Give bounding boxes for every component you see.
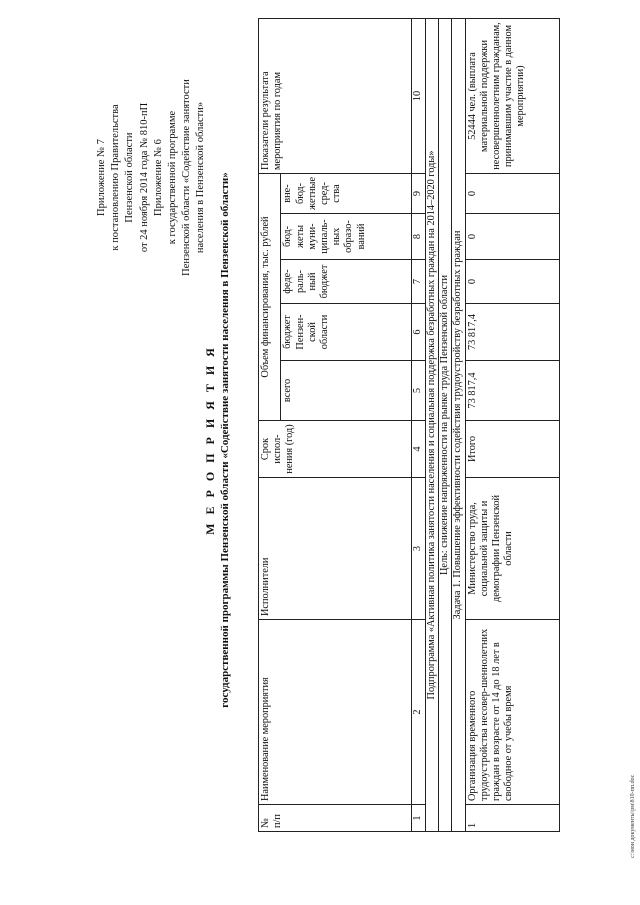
header-total: всего bbox=[281, 361, 411, 421]
header-regional-budget: бюджет Пензен-ской области bbox=[281, 304, 411, 361]
table-row bbox=[465, 19, 559, 832]
header-num: № п/п bbox=[259, 805, 412, 832]
subprogram-title: Подпрограмма «Активная политика занятости населения и социальная поддержка безработных граждан на 2014–2020 годы» bbox=[425, 19, 438, 832]
title-subtitle: государственной программы Пензенской области «Содействие занятости населения в Пензенской области» bbox=[219, 172, 231, 708]
appendix-line: от 24 ноября 2014 года № 810-пП bbox=[138, 102, 150, 253]
column-number: 1 bbox=[411, 805, 425, 832]
column-number: 10 bbox=[411, 19, 425, 174]
header-offbudget-funds: вне-бюд-жетные сред-ства bbox=[281, 174, 411, 214]
row-total: 73 817,4 bbox=[465, 361, 559, 421]
row-offbudget-funds: 0 bbox=[465, 174, 559, 214]
column-number-row bbox=[411, 19, 425, 832]
header-executors: Исполнители bbox=[259, 478, 412, 620]
row-indicator: 52444 чел. (выплата материальной поддержки несовершеннолетним гражданам, принимавшим участие в данном мероприятии) bbox=[465, 19, 559, 174]
row-municipal-budgets: 0 bbox=[465, 214, 559, 260]
row-name: Организация временного трудоустройства несовер-шеннолетних граждан в возрасте от 14 до 18 лет в свободное от учебы время bbox=[465, 620, 559, 805]
column-number: 3 bbox=[411, 478, 425, 620]
goal-row bbox=[439, 19, 452, 832]
appendix-line: Пензенской области bbox=[124, 132, 136, 223]
header-federal-budget: феде-раль-ный бюджет bbox=[281, 260, 411, 304]
task-row bbox=[452, 19, 465, 832]
row-num: 1 bbox=[465, 805, 559, 832]
appendix-line: к государственной программе bbox=[167, 110, 179, 245]
appendix-line: Приложение № 6 bbox=[152, 139, 164, 216]
appendix-line: Пензенской области «Содействие занятости bbox=[181, 79, 193, 276]
row-regional-budget: 73 817,4 bbox=[465, 304, 559, 361]
header-term: Срок испол-нения (год) bbox=[259, 421, 412, 478]
header-municipal-budgets: бюд-жеты муни-ципаль-ных образо-ваний bbox=[281, 214, 411, 260]
appendix-line: Приложение № 7 bbox=[96, 139, 107, 216]
task-text: Задача 1. Повышение эффективности содействия трудоустройству безработных граждан bbox=[452, 19, 465, 832]
header-row bbox=[259, 19, 281, 832]
column-number: 9 bbox=[411, 174, 425, 214]
appendix-line: к постановлению Правительства bbox=[110, 104, 122, 251]
file-path-footer: c:\мои документы\рм\810-пп.doc bbox=[630, 774, 636, 858]
column-number: 6 bbox=[411, 304, 425, 361]
goal-text: Цель: снижение напряженности на рынке труда Пензенской области bbox=[439, 19, 452, 832]
row-executor: Министерство труда, социальной защиты и демографии Пензенской области bbox=[465, 478, 559, 620]
column-number: 5 bbox=[411, 361, 425, 421]
subprogram-row bbox=[425, 19, 438, 832]
header-financing: Объем финансирования, тыс. рублей bbox=[259, 174, 281, 421]
column-number: 2 bbox=[411, 620, 425, 805]
appendix-header bbox=[95, 0, 209, 355]
measures-table bbox=[258, 18, 560, 832]
column-number: 7 bbox=[411, 260, 425, 304]
column-number: 4 bbox=[411, 421, 425, 478]
header-name: Наименование мероприятия bbox=[259, 620, 412, 805]
row-federal-budget: 0 bbox=[465, 260, 559, 304]
column-number: 8 bbox=[411, 214, 425, 260]
appendix-line: населения в Пензенской области» bbox=[195, 101, 207, 254]
title-main: М Е Р О П Р И Я Т И Я bbox=[203, 345, 217, 535]
document-title bbox=[202, 30, 232, 850]
row-term: Итого bbox=[465, 421, 559, 478]
header-indicators: Показатели результата мероприятия по годам bbox=[259, 19, 412, 174]
